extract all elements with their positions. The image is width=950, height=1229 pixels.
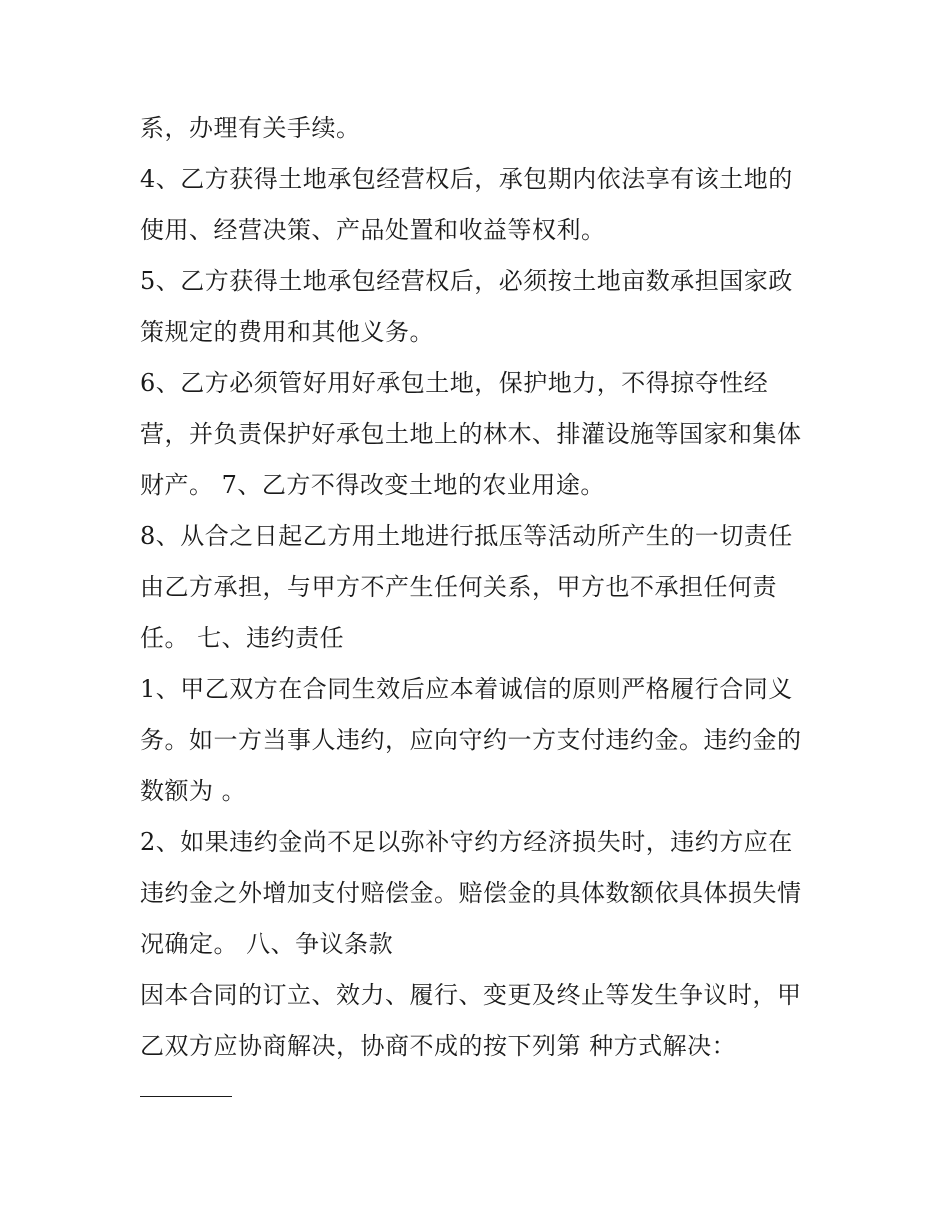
text-line: 营，并负责保护好承包土地上的林木、排灌设施等国家和集体	[140, 420, 802, 448]
text-line: 由乙方承担，与甲方不产生任何关系，甲方也不承担任何责	[140, 573, 777, 601]
text-line: 4、乙方获得土地承包经营权后，承包期内依法享有该土地的	[140, 165, 793, 193]
text-line: 6、乙方必须管好用好承包土地，保护地力，不得掠夺性经	[140, 369, 769, 397]
text-line: 数额为 。	[140, 777, 247, 805]
text-line: 2、如果违约金尚不足以弥补守约方经济损失时，违约方应在	[140, 828, 793, 856]
text-line: 1、甲乙双方在合同生效后应本着诚信的原则严格履行合同义	[140, 675, 793, 703]
text-line: 系，办理有关手续。	[140, 114, 361, 142]
text-line: 策规定的费用和其他义务。	[140, 318, 434, 346]
text-line: 乙双方应协商解决，协商不成的按下列第 种方式解决：	[140, 1032, 737, 1060]
text-line: 务。如一方当事人违约，应向守约一方支付违约金。违约金的	[140, 726, 802, 754]
text-line: 财产。 7、乙方不得改变土地的农业用途。	[140, 471, 605, 499]
text-line: 5、乙方获得土地承包经营权后，必须按土地亩数承担国家政	[140, 267, 793, 295]
blank-fill-line	[140, 1096, 232, 1097]
text-line: 因本合同的订立、效力、履行、变更及终止等发生争议时，甲	[140, 981, 802, 1009]
text-line: 违约金之外增加支付赔偿金。赔偿金的具体数额依具体损失情	[140, 879, 802, 907]
text-line: 任。 七、违约责任	[140, 624, 345, 652]
text-line: 8、从合之日起乙方用土地进行抵压等活动所产生的一切责任	[140, 522, 793, 550]
text-line: 况确定。 八、争议条款	[140, 930, 394, 958]
text-line: 使用、经营决策、产品处置和收益等权利。	[140, 216, 606, 244]
